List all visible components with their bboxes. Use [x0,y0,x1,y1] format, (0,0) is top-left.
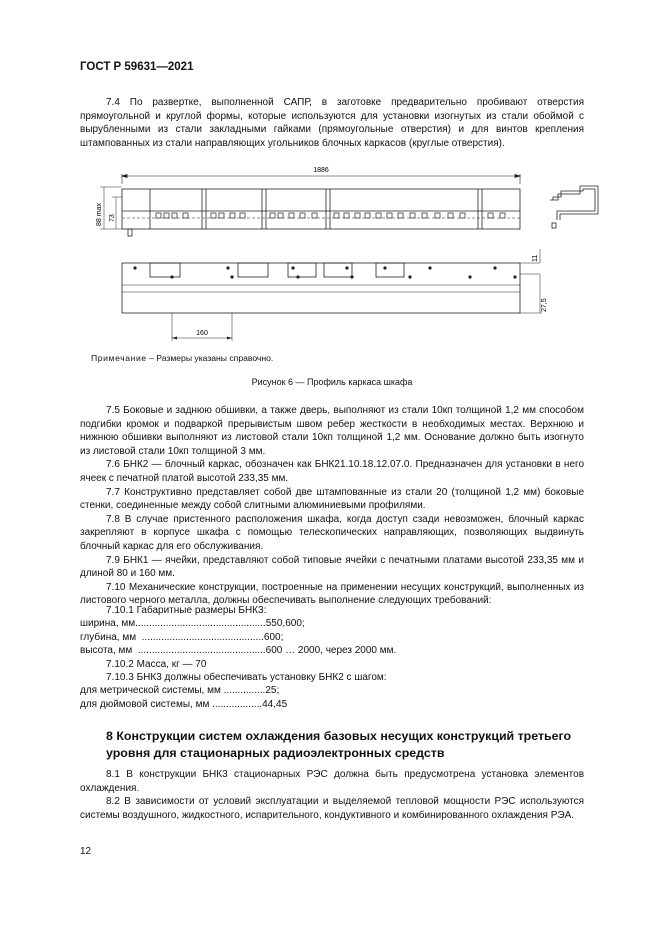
list-item: высота, мм ..............................................600 … 2000, через 2000 мм. [80,645,397,657]
top-profile-view [100,174,520,236]
dim-11: 11 [532,254,539,262]
page-number: 12 [80,846,92,857]
paragraph-8-2: 8.2 В зависимости от условий эксплуатации и выделяемой тепловой мощности РЭС используются системы воздушного, жидкостного, испарительного, кондуктивного и комбинированного охлаждения РЭА. [80,796,584,821]
list-item: для дюймовой системы, мм ..................44,45 [80,698,288,710]
figure-caption: Рисунок 6 — Профиль каркаса шкафа [251,377,413,387]
dim-1886: 1886 [313,167,329,174]
dim-88-max: 88 max [96,203,103,226]
figure-note [91,353,273,363]
paragraph-7-8: 7.8 В случае пристенного расположения шкафа, когда доступ сзади невозможен, блочный каркас закрепляют в корпусе шкафа с помощью телескопических направляющих, позволяющих выдвинуть блочный каркас для его обслуживания. [80,513,584,552]
paragraph-7-9: 7.9 БНК1 — ячейки, представляют собой типовые ячейки с печатными платами высотой 233,35 мм и длиной 80 и 160 мм. [80,554,584,580]
note-label: Примечание [91,353,147,363]
paragraph-7-5: 7.5 Боковые и заднюю обшивки, а также дверь, выполняют из стали 10кп толщиной 1,2 мм способом подгибки кромок и подваркой прерывистым швом ребер жесткости в необходимых местах. Верхнюю и нижнюю обшивки выполняют из листовой стали 10кп толщиной 1,2 мм. Основание должно быть изогнуто из листовой стали 10кп толщиной 3 мм. [80,405,584,457]
section-8-body [80,768,584,822]
list-item: ширина, мм...............................................550,600; [80,618,305,630]
list-item: глубина, мм ............................................600; [80,631,284,643]
list-item: 7.10.3 БНК3 должны обеспечивать установку БНК2 с шагом: [106,672,387,684]
section-8-heading: 8 Конструкции систем охлаждения базовых несущих конструкций третьего уровня для стационарных радиоэлектронных средств [106,729,572,760]
dim-27-5: 27,5 [541,298,548,312]
list-item: для метрической системы, мм ...............25; [80,685,280,697]
paragraphs-block [80,404,584,608]
paragraph-7-6: 7.6 БНК2 — блочный каркас, обозначен как БНК21.10.18.12.07.0. Предназначен для установки в него ячеек с печатной платой высотой 233,35 мм. [80,459,584,484]
paragraph-7-4: 7.4 По развертке, выполненной САПР, в заготовке предварительно пробивают отверстия прямоугольной и круглой формы, которые используются для установки изогнутых из стали обоймой с вырубленными из стали закладными гайками (прямоугольные отверстия) и для винтов крепления штампованных из стали направляющих угольников блочных каркасов (круглые отверстия). [80,97,584,149]
dim-73: 73 [109,214,116,222]
rectangular-slots [156,213,505,218]
paragraph-8-1: 8.1 В конструкции БНК3 стационарных РЭС должна быть предусмотрена установка элементов охлаждения. [80,769,585,794]
profile-cross-section [550,186,598,228]
standard-header: ГОСТ Р 59631—2021 [80,61,194,73]
dim-160: 160 [196,330,208,337]
bottom-profile-view [122,249,542,341]
paragraph-7-10: 7.10 Механические конструкции, построенные на применении несущих конструкций, выполненных из листового черного металла, должны обеспечивать выполнение следующих требований: [80,581,584,607]
figure-6-drawing [80,164,620,349]
paragraph-7-7: 7.7 Конструктивно представляет собой две штампованные из стали 20 (толщиной 1,2 мм) боковые стенки, соединенные между собой слитными алюминиевыми профилями. [80,486,584,512]
list-item: 7.10.1 Габаритные размеры БНК3: [106,605,267,616]
list-item: 7.10.2 Масса, кг — 70 [106,658,207,670]
requirements-list [80,604,397,711]
note-text: – Размеры указаны справочно. [146,353,274,363]
